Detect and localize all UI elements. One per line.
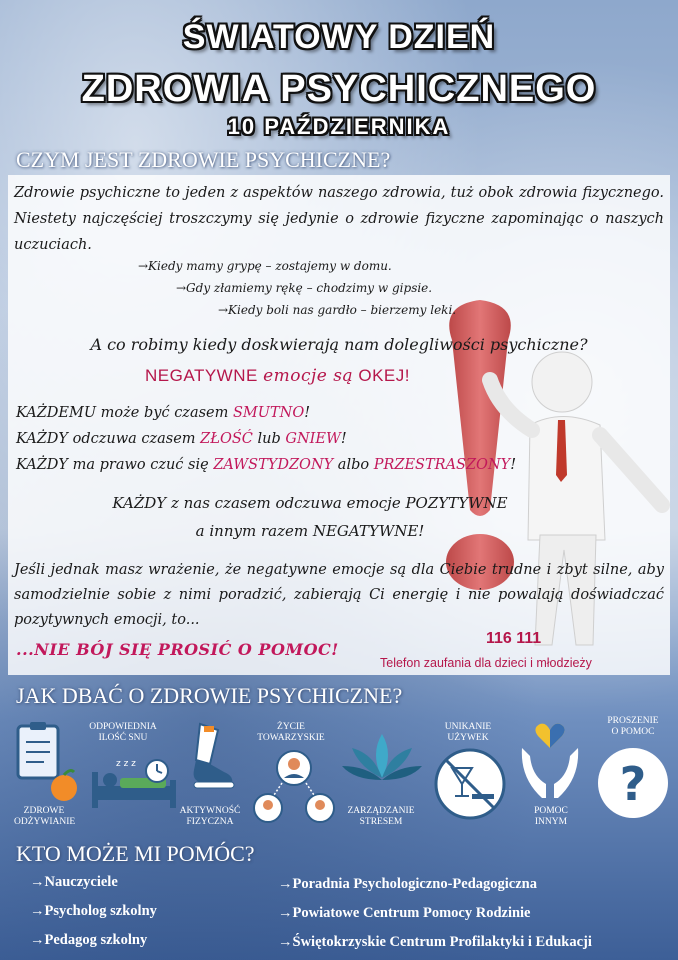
tip-sleep: ODPOWIEDNIA ILOŚĆ SNU	[89, 722, 157, 743]
tip-stress: ZARZĄDZANIE STRESEM	[347, 806, 415, 827]
line-sad-b: SMUTNO	[232, 405, 305, 421]
helper-teachers: →Nauczyciele	[30, 874, 118, 890]
line-anger-a: KAŻDY odczuwa czasem	[16, 431, 201, 447]
section-heading-what-is: CZYM JEST ZDROWIE PSYCHICZNE?	[16, 147, 391, 172]
no-substances-icon	[432, 746, 508, 822]
emotions-line2: a innym razem NEGATYWNE!	[195, 522, 425, 540]
phone-number[interactable]: 116 111	[486, 630, 542, 647]
negative-mid: emocje są	[263, 366, 354, 386]
tip-social: ŻYCIE TOWARZYSKIE	[257, 722, 325, 743]
negative-word: NEGATYWNE	[145, 366, 258, 385]
tip-help-others: POMOC INNYM	[534, 806, 568, 827]
section-heading-how-to-care: JAK DBAĆ O ZDROWIE PSYCHICZNE?	[16, 683, 403, 708]
negative-emotions-ok	[0, 366, 555, 386]
line-shame-b: ZAWSTYDZONY	[213, 457, 334, 473]
section-heading-who-can-help: KTO MOŻE MI POMÓC?	[16, 841, 255, 866]
lotus-icon	[340, 728, 424, 794]
title-line2: ZDROWIA PSYCHICZNEGO	[81, 68, 597, 110]
title-date: 10 PAŹDZIERNIKA	[227, 114, 451, 139]
question-text: A co robimy kiedy doskwierają nam dolegliwości psychiczne?	[90, 335, 588, 354]
helper-prevention-center: →Świętokrzyskie Centrum Profilaktyki i Edukacji	[278, 934, 592, 950]
line-anger-d: GNIEW	[285, 431, 341, 447]
line-sad	[16, 405, 310, 421]
intro-text: Zdrowie psychiczne to jeden z aspektów naszego zdrowia, tuż obok zdrowia fizycznego. Niestety najczęściej troszczymy się jedynie o zdrowie fizyczne zapominając o naszych uczuciach.	[14, 185, 664, 253]
line-anger	[16, 431, 347, 447]
helper-pedagogue: →Pedagog szkolny	[30, 932, 148, 948]
helper-family-center: →Powiatowe Centrum Pomocy Rodzinie	[278, 905, 531, 921]
question-mark-icon	[594, 744, 672, 822]
line-shame-a: KAŻDY ma prawo czuć się	[16, 457, 214, 473]
clock-icon	[144, 758, 170, 784]
emotions-line1: KAŻDY z nas czasem odczuwa emocje POZYTYWNE	[112, 494, 508, 512]
line-shame-c: albo	[333, 457, 374, 473]
social-people-icon	[252, 748, 336, 824]
nutrition-icon	[14, 722, 80, 804]
line-shame	[16, 457, 516, 473]
svg-text:?: ?	[619, 757, 647, 811]
line-anger-b: ZŁOŚĆ	[200, 431, 253, 447]
svg-text:z z z: z z z	[116, 759, 136, 769]
line-shame-e: !	[510, 457, 517, 473]
tip-ask-help: PROSZENIE O POMOC	[607, 716, 659, 737]
line-sad-c: !	[304, 405, 311, 421]
negative-ok: OKEJ!	[358, 366, 410, 385]
line-shame-d: PRZESTRASZONY	[373, 457, 511, 473]
line-anger-c: lub	[252, 431, 286, 447]
phone-label: Telefon zaufania dla dzieci i młodzieży	[380, 656, 592, 670]
tip-substances: UNIKANIE UŻYWEK	[444, 722, 492, 743]
helper-counseling-center: →Poradnia Psychologiczno-Pedagogiczna	[278, 876, 537, 892]
help-call: ...NIE BÓJ SIĘ PROSIĆ O POMOC!	[16, 640, 339, 659]
helper-psychologist: →Psycholog szkolny	[30, 903, 157, 919]
hands-heart-icon	[512, 718, 588, 804]
line-sad-a: KAŻDEMU może być czasem	[16, 405, 233, 421]
line-anger-e: !	[340, 431, 347, 447]
title-line1: ŚWIATOWY DZIEŃ	[182, 18, 496, 56]
example-throat: →Kiedy boli nas gardło – bierzemy leki.	[218, 303, 457, 317]
example-flu: →Kiedy mamy grypę – zostajemy w domu.	[138, 259, 392, 273]
tip-activity: AKTYWNOŚĆ FIZYCZNA	[179, 806, 241, 827]
final-paragraph: Jeśli jednak masz wrażenie, że negatywne emocje są dla Ciebie trudne i zbyt silne, aby samodzielnie sobie z nimi poradzić, zabierają Ci energię i nie powalają doświadczać pozytywnych emocji, to...	[14, 562, 664, 628]
tip-nutrition: ZDROWE ODŻYWIANIE	[14, 806, 76, 827]
example-arm: →Gdy złamiemy rękę – chodzimy w gipsie.	[176, 281, 433, 295]
running-shoe-icon	[180, 720, 240, 802]
